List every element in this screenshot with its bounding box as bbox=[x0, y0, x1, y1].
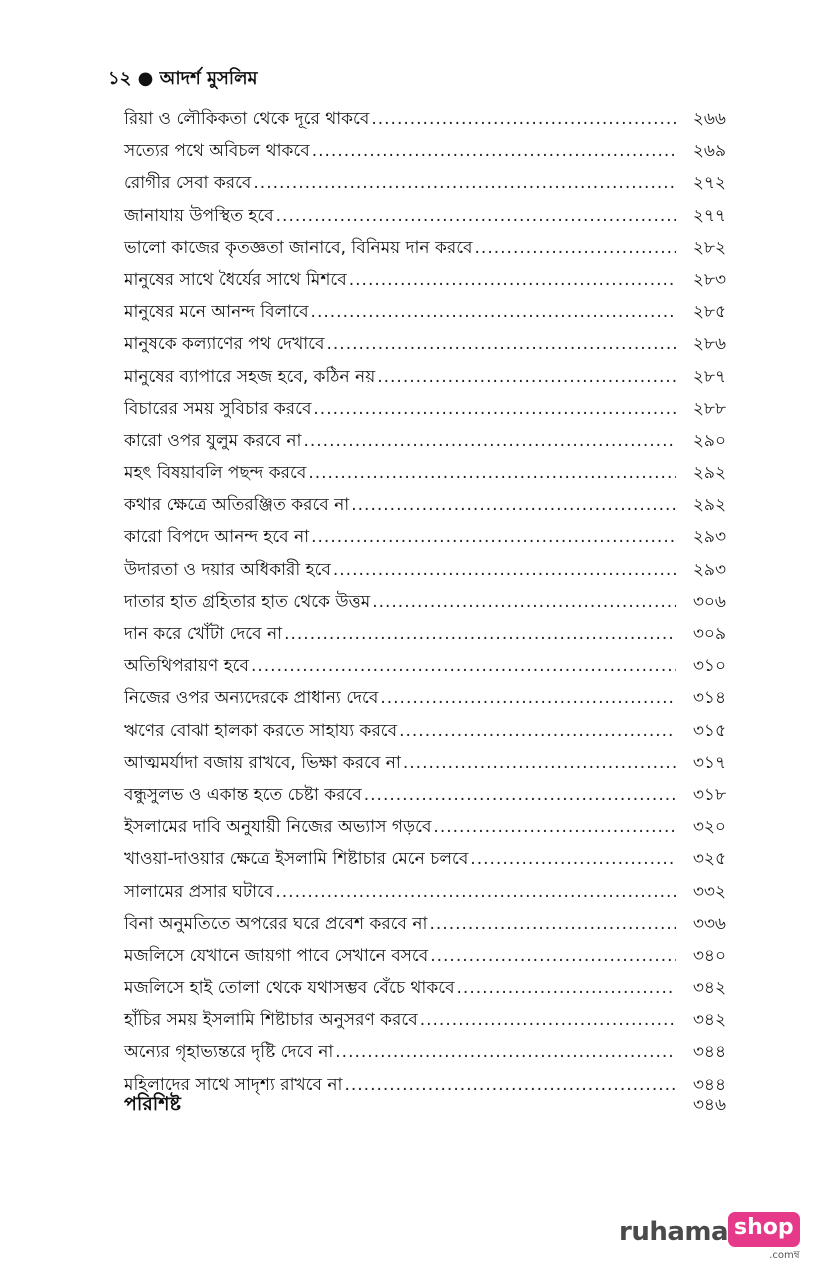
toc-entry bbox=[124, 232, 726, 264]
toc-entry-page: ২৯৩ bbox=[692, 559, 726, 580]
toc-entry-title: বন্ধুসুলভ ও একান্ত হতে চেষ্টা করবে bbox=[124, 784, 362, 805]
toc-entry-title: মহিলাদের সাথে সাদৃশ্য রাখবে না bbox=[124, 1074, 343, 1095]
toc-entry-title: মানুষের সাথে ধৈর্যের সাথে মিশবে bbox=[124, 269, 347, 290]
appendix-page: ৩৪৬ bbox=[692, 1095, 726, 1115]
dot-leader bbox=[364, 779, 676, 811]
toc-entry-page: ২৭২ bbox=[692, 173, 726, 194]
toc-entry-title: কারো ওপর যুলুম করবে না bbox=[124, 430, 302, 451]
toc-entry-page: ২৮৬ bbox=[692, 334, 726, 355]
header-page-number: ১২ bbox=[108, 68, 132, 89]
toc-entry bbox=[124, 715, 726, 747]
toc-entry bbox=[124, 361, 726, 393]
appendix-title: পরিশিষ্ট bbox=[124, 1093, 181, 1115]
toc-entry-page: ৩৪২ bbox=[692, 978, 726, 999]
dot-leader bbox=[372, 586, 676, 618]
toc-entry-page: ৩২৫ bbox=[692, 849, 726, 870]
toc-entry bbox=[124, 650, 726, 682]
dot-leader bbox=[377, 361, 676, 393]
toc-entry bbox=[124, 586, 726, 618]
dot-leader bbox=[308, 457, 676, 489]
toc-entry bbox=[124, 296, 726, 328]
toc-entry-page: ২৯২ bbox=[692, 463, 726, 484]
dot-leader bbox=[275, 876, 676, 908]
toc-entry bbox=[124, 457, 726, 489]
toc-entry-page: ২৮৭ bbox=[692, 366, 726, 387]
dot-leader bbox=[351, 489, 676, 521]
bullet-icon: ● bbox=[137, 68, 154, 89]
toc-entry-page: ৩০৬ bbox=[692, 591, 726, 612]
toc-entry-page: ৩১০ bbox=[692, 656, 726, 677]
toc-entry-page: ২৮৩ bbox=[692, 269, 726, 290]
toc-entry-page: ৩১৮ bbox=[692, 784, 726, 805]
dot-leader bbox=[312, 135, 676, 167]
dot-leader bbox=[470, 843, 676, 875]
dot-leader bbox=[276, 200, 676, 232]
toc-entry bbox=[124, 843, 726, 875]
header-book-title: আদর্শ মুসলিম bbox=[159, 68, 258, 89]
toc-entry-page: ২৯২ bbox=[692, 495, 726, 516]
toc-entry-page: ৩৪০ bbox=[692, 945, 726, 966]
toc-entry-page: ২৬৯ bbox=[692, 141, 726, 162]
toc-entry-page: ২৮৫ bbox=[692, 302, 726, 323]
toc-entry bbox=[124, 393, 726, 425]
dot-leader bbox=[251, 650, 676, 682]
dot-leader bbox=[420, 1004, 676, 1036]
toc-entry-title: বিনা অনুমতিতে অপরের ঘরে প্রবেশ করবে না bbox=[124, 913, 428, 934]
toc-entry-title: হাঁচির সময় ইসলামি শিষ্টাচার অনুসরণ করবে bbox=[124, 1010, 418, 1031]
toc-entry-page: ২৬৬ bbox=[692, 109, 726, 129]
dot-leader bbox=[311, 521, 676, 553]
toc-entry bbox=[124, 779, 726, 811]
toc-entry-page: ৩০৯ bbox=[692, 624, 726, 644]
toc-entry-title: রোগীর সেবা করবে bbox=[124, 173, 252, 194]
toc-entry bbox=[124, 425, 726, 457]
running-header bbox=[108, 64, 257, 95]
toc-entry bbox=[124, 972, 726, 1004]
toc-entry-title: খাওয়া-দাওয়ার ক্ষেত্রে ইসলামি শিষ্টাচার মেনে চলবে bbox=[124, 849, 469, 870]
toc-entry-title: মজলিসে হাই তোলা থেকে যথাসম্ভব বেঁচে থাকবে bbox=[124, 978, 455, 999]
toc-entry-title: জানাযায় উপস্থিত হবে bbox=[124, 205, 274, 226]
toc-entry-page: ৩৩২ bbox=[692, 881, 726, 902]
toc-entry-page: ৩৪২ bbox=[692, 1010, 726, 1031]
dot-leader bbox=[333, 554, 676, 586]
toc-entry bbox=[124, 103, 726, 135]
toc-entry-page: ৩৩৬ bbox=[692, 913, 726, 934]
dot-leader bbox=[326, 328, 676, 360]
toc-entry-title: আত্মমর্যাদা বজায় রাখবে, ভিক্ষা করবে না bbox=[124, 752, 401, 773]
toc-entry bbox=[124, 908, 726, 940]
dot-leader bbox=[403, 747, 676, 779]
logo-text-com: .comম্ব bbox=[769, 1250, 800, 1261]
toc-appendix-row bbox=[124, 1090, 726, 1122]
toc-entry bbox=[124, 489, 726, 521]
dot-leader bbox=[430, 940, 676, 972]
toc-entry-page: ৩১৫ bbox=[692, 720, 726, 741]
dot-leader bbox=[311, 296, 676, 328]
toc-entry-page: ৩২০ bbox=[692, 817, 726, 838]
toc-entry bbox=[124, 200, 726, 232]
toc-entry-title: উদারতা ও দয়ার অধিকারী হবে bbox=[124, 559, 331, 580]
toc-entry bbox=[124, 682, 726, 714]
toc-entry-title: ইসলামের দাবি অনুযায়ী নিজের অভ্যাস গড়বে bbox=[124, 817, 432, 838]
toc-entry-title: দান করে খোঁটা দেবে না bbox=[124, 624, 283, 644]
toc-entry-title: অতিথিপরায়ণ হবে bbox=[124, 656, 249, 677]
toc-entry-title: কথার ক্ষেত্রে অতিরঞ্জিত করবে না bbox=[124, 495, 350, 516]
toc-entry-title: মহৎ বিষয়াবলি পছন্দ করবে bbox=[124, 463, 307, 484]
toc-entry-title: দাতার হাত গ্রহিতার হাত থেকে উত্তম bbox=[124, 591, 371, 612]
logo-text-ruhama: ruhama bbox=[619, 1217, 729, 1247]
toc-entry-title: ঋণের বোঝা হালকা করতে সাহায্য করবে bbox=[124, 720, 398, 741]
dot-leader bbox=[253, 167, 676, 199]
toc-entry-page: ২৮২ bbox=[692, 237, 726, 258]
toc-entry-page: ৩১৭ bbox=[692, 752, 726, 773]
toc-entry-title: রিয়া ও লৌকিকতা থেকে দূরে থাকবে bbox=[124, 109, 370, 129]
dot-leader bbox=[429, 908, 676, 940]
toc-entry-title: মানুষের ব্যাপারে সহজ হবে, কঠিন নয় bbox=[124, 366, 376, 387]
toc-entry bbox=[124, 167, 726, 199]
toc-entry-page: ৩১৪ bbox=[692, 688, 726, 709]
toc-entry bbox=[124, 876, 726, 908]
toc-entry bbox=[124, 264, 726, 296]
toc-entry-title: সত্যের পথে অবিচল থাকবে bbox=[124, 141, 310, 162]
toc-entry-title: ভালো কাজের কৃতজ্ঞতা জানাবে, বিনিময় দান করবে bbox=[124, 237, 473, 258]
dot-leader bbox=[457, 972, 676, 1004]
dot-leader bbox=[380, 682, 676, 714]
dot-leader bbox=[371, 103, 676, 135]
logo-shop-box bbox=[728, 1212, 800, 1265]
toc-entry bbox=[124, 618, 726, 650]
toc-entry bbox=[124, 135, 726, 167]
toc-entry-title: মানুষকে কল্যাণের পথ দেখাবে bbox=[124, 334, 325, 355]
dot-leader bbox=[399, 715, 676, 747]
dot-leader bbox=[335, 1036, 676, 1068]
dot-leader bbox=[303, 425, 676, 457]
dot-leader bbox=[349, 264, 676, 296]
toc-entry bbox=[124, 747, 726, 779]
table-of-contents bbox=[124, 103, 726, 1101]
toc-entry bbox=[124, 1036, 726, 1068]
toc-entry bbox=[124, 811, 726, 843]
toc-entry-title: কারো বিপদে আনন্দ হবে না bbox=[124, 527, 310, 548]
dot-leader bbox=[284, 618, 676, 650]
ruhamashop-logo bbox=[619, 1212, 800, 1265]
dot-leader bbox=[433, 811, 676, 843]
toc-entry bbox=[124, 521, 726, 553]
toc-entry-title: সালামের প্রসার ঘটাবে bbox=[124, 881, 274, 902]
dot-leader bbox=[313, 393, 676, 425]
toc-entry-page: ৩৪৪ bbox=[692, 1074, 726, 1095]
toc-entry-title: অন্যের গৃহাভ্যন্তরে দৃষ্টি দেবে না bbox=[124, 1042, 334, 1063]
toc-entry bbox=[124, 1004, 726, 1036]
toc-entry-page: ২৯৩ bbox=[692, 527, 726, 548]
toc-entry bbox=[124, 554, 726, 586]
toc-entry-title: নিজের ওপর অন্যদেরকে প্রাধান্য দেবে bbox=[124, 688, 379, 709]
toc-entry-title: মজলিসে যেখানে জায়গা পাবে সেখানে বসবে bbox=[124, 945, 429, 966]
toc-entry-title: বিচারের সময় সুবিচার করবে bbox=[124, 398, 312, 419]
toc-entry bbox=[124, 940, 726, 972]
toc-entry-title: মানুষের মনে আনন্দ বিলাবে bbox=[124, 302, 309, 323]
toc-entry-page: ২৭৭ bbox=[692, 205, 726, 226]
toc-entry bbox=[124, 328, 726, 360]
toc-entry-page: ২৯০ bbox=[692, 430, 726, 451]
toc-entry-page: ২৮৮ bbox=[692, 398, 726, 419]
logo-text-shop: shop bbox=[728, 1212, 800, 1247]
dot-leader bbox=[475, 232, 676, 264]
toc-entry-page: ৩৪৪ bbox=[692, 1042, 726, 1063]
